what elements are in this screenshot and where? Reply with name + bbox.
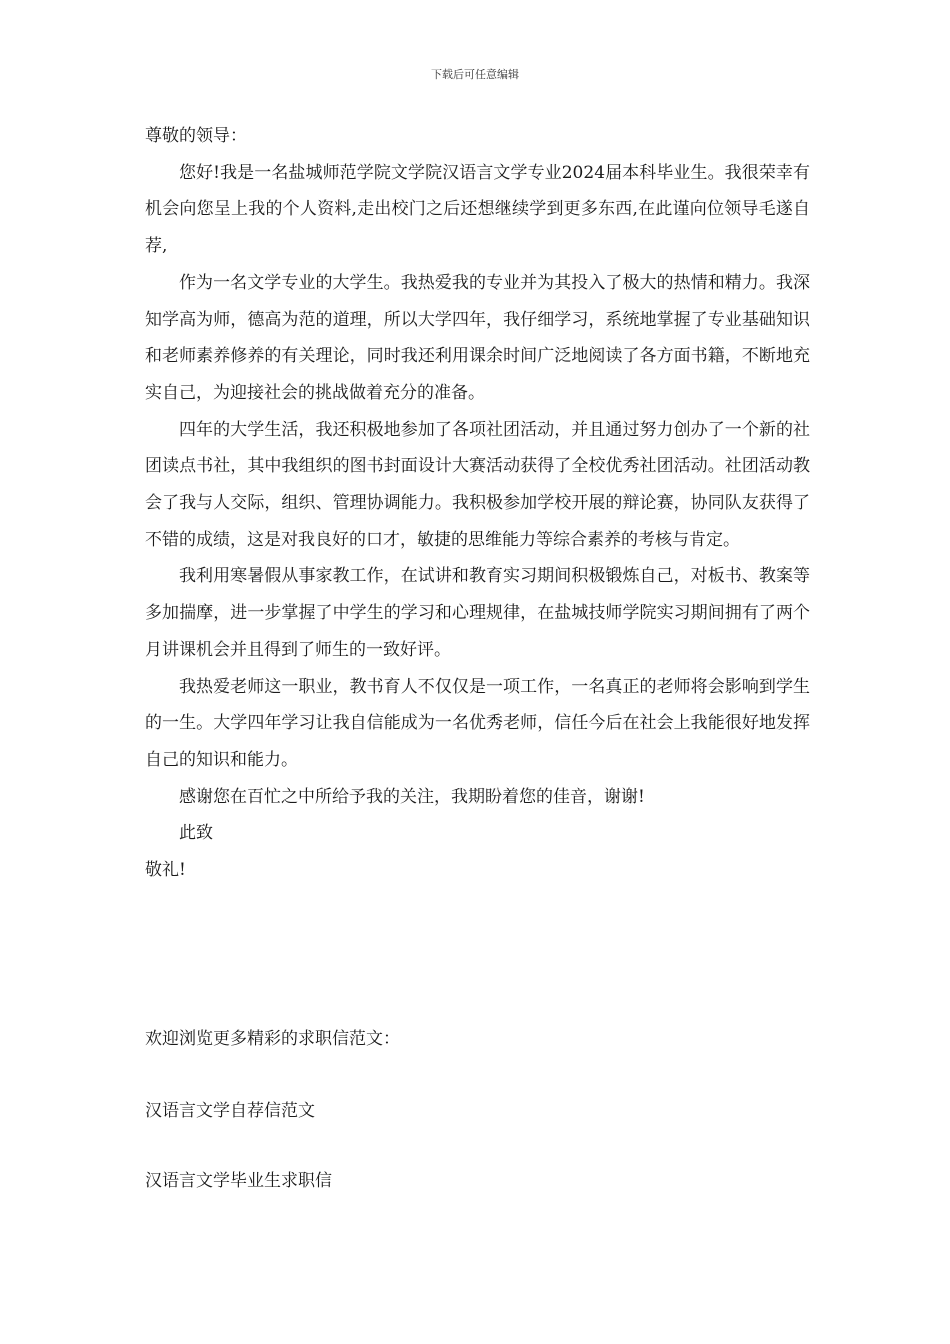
letter-paragraph: 您好!我是一名盐城师范学院文学院汉语言文学专业2024届本科毕业生。我很荣幸有机会向您呈上我的个人资料,走出校门之后还想继续学到更多东西,在此谨向位领导毛遂自荐, bbox=[145, 162, 810, 257]
related-article-link[interactable]: 汉语言文学毕业生求职信 bbox=[145, 1171, 332, 1191]
letter-paragraph: 我利用寒暑假从事家教工作，在试讲和教育实习期间积极锻炼自己，对板书、教案等多加揣摩，进一步掌握了中学生的学习和心理规律，在盐城技师学院实习期间拥有了两个月讲课机会并且得到了师生的一致好评。 bbox=[145, 566, 810, 660]
letter-closing-jingli: 敬礼! bbox=[145, 860, 186, 881]
letter-salutation: 尊敬的领导： bbox=[145, 126, 247, 146]
related-article-link[interactable]: 汉语言文学自荐信范文 bbox=[145, 1101, 315, 1121]
more-articles-intro: 欢迎浏览更多精彩的求职信范文： bbox=[145, 1029, 400, 1049]
letter-paragraph: 四年的大学生活，我还积极地参加了各项社团活动，并且通过努力创办了一个新的社团读点书社，其中我组织的图书封面设计大赛活动获得了全校优秀社团活动。社团活动教会了我与人交际，组织、管理协调能力。我积极参加学校开展的辩论赛，协同队友获得了不错的成绩，这是对我良好的口才，敏捷的思维能力等综合素养的考核与肯定。 bbox=[145, 419, 810, 550]
letter-body bbox=[145, 118, 810, 889]
letter-paragraph: 我热爱老师这一职业，教书育人不仅仅是一项工作，一名真正的老师将会影响到学生的一生。大学四年学习让我自信能成为一名优秀老师，信任今后在社会上我能很好地发挥自己的知识和能力。 bbox=[145, 676, 810, 770]
letter-paragraph: 作为一名文学专业的大学生。我热爱我的专业并为其投入了极大的热情和精力。我深知学高为师，德高为范的道理，所以大学四年，我仔细学习，系统地掌握了专业基础知识和老师素养修养的有关理论，同时我还利用课余时间广泛地阅读了各方面书籍，不断地充实自己，为迎接社会的挑战做着充分的准备。 bbox=[145, 272, 810, 403]
letter-closing-cizhi: 此致 bbox=[179, 823, 213, 844]
page-header: 下载后可任意编辑 bbox=[431, 68, 519, 81]
letter-paragraph: 感谢您在百忙之中所给予我的关注，我期盼着您的佳音，谢谢! bbox=[179, 786, 645, 807]
